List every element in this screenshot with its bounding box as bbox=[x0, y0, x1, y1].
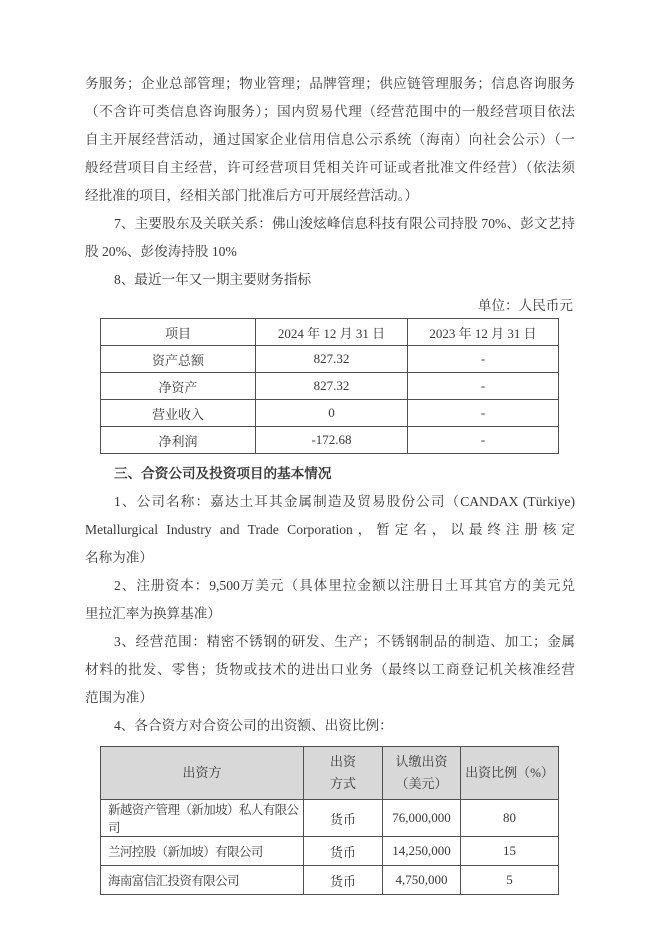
item-1-company-name bbox=[85, 488, 575, 572]
item-3-business-scope bbox=[85, 628, 575, 712]
financial-indicators-table bbox=[100, 318, 559, 454]
table-cell: 净利润 bbox=[101, 427, 256, 454]
item-4-contribution-title: 4、各合资方对合资公司的出资额、出资比例： bbox=[114, 718, 393, 733]
table-cell-investor: 海南富信汇投资有限公司 bbox=[101, 866, 304, 895]
header-text: 方式 bbox=[329, 776, 356, 791]
table-cell: -172.68 bbox=[256, 427, 408, 454]
table-cell: 营业收入 bbox=[101, 400, 256, 427]
text-line: 范围为准） bbox=[85, 690, 153, 705]
text-line: 股 20%、彭俊涛持股 10% bbox=[85, 244, 237, 259]
text-line: 般经营项目自主经营，许可经营项目凭相关许可证或者批准文件经营）（依法须 bbox=[85, 160, 575, 175]
header-text: 出资比例（%） bbox=[465, 765, 554, 780]
header-cell-item: 项目 bbox=[101, 319, 256, 346]
header-text: 出资方 bbox=[182, 765, 222, 780]
table-row bbox=[101, 427, 559, 454]
text-line: Metallurgical Industry and Trade Corporation，暂定名，以最终注册核定 bbox=[85, 522, 575, 537]
header-cell-amount bbox=[383, 747, 461, 800]
text-line: 7、主要股东及关联关系：佛山浚炫峰信息科技有限公司持股 70%、彭文艺持 bbox=[114, 216, 575, 231]
text-line: 自主开展经营活动，通过国家企业信用信息公示系统（海南）向社会公示）（一 bbox=[85, 132, 575, 147]
table-row bbox=[101, 800, 559, 837]
table-cell-ratio: 80 bbox=[461, 800, 559, 837]
header-text: 出资 bbox=[329, 754, 356, 769]
table-cell-ratio: 5 bbox=[461, 866, 559, 895]
table-row bbox=[101, 373, 559, 400]
table-cell-amount: 14,250,000 bbox=[383, 837, 461, 866]
table-header-row bbox=[101, 319, 559, 346]
header-cell-method bbox=[304, 747, 383, 800]
header-cell-ratio bbox=[461, 747, 559, 800]
table-cell-method: 货币 bbox=[304, 837, 383, 866]
table-cell-method: 货币 bbox=[304, 800, 383, 837]
table-row bbox=[101, 400, 559, 427]
item-8-financial-indicators-title: 8、最近一年又一期主要财务指标 bbox=[114, 272, 312, 287]
table-row bbox=[101, 346, 559, 373]
table-row bbox=[101, 837, 559, 866]
item-2-registered-capital bbox=[85, 572, 575, 628]
table-row bbox=[101, 866, 559, 895]
table-cell-amount: 76,000,000 bbox=[383, 800, 461, 837]
header-cell-2023: 2023 年 12 月 31 日 bbox=[408, 319, 559, 346]
table-cell-amount: 4,750,000 bbox=[383, 866, 461, 895]
table-cell: 0 bbox=[256, 400, 408, 427]
text-line: 3、经营范围：精密不锈钢的研发、生产；不锈钢制品的制造、加工；金属 bbox=[114, 634, 575, 649]
header-text: （美元） bbox=[395, 776, 448, 791]
table-cell-method: 货币 bbox=[304, 866, 383, 895]
investment-contribution-table bbox=[100, 746, 559, 895]
table-cell-investor: 兰河控股（新加坡）有限公司 bbox=[101, 837, 304, 866]
section-3-heading: 三、合资公司及投资项目的基本情况 bbox=[114, 466, 332, 481]
text-line: （不含许可类信息咨询服务）；国内贸易代理（经营范围中的一般经营项目依法 bbox=[85, 104, 575, 119]
header-text: 认缴出资 bbox=[395, 754, 448, 769]
text-line: 经批准的项目，经相关部门批准后方可开展经营活动。） bbox=[85, 188, 419, 203]
table-cell: - bbox=[408, 373, 559, 400]
business-scope-continuation-paragraph bbox=[85, 70, 575, 210]
text-line: 1、公司名称：嘉达土耳其金属制造及贸易股份公司（CANDAX (Türkiye) bbox=[114, 494, 575, 509]
text-line: 2、注册资本：9,500万美元（具体里拉金额以注册日土耳其官方的美元兑 bbox=[114, 578, 575, 593]
text-line: 务服务；企业总部管理；物业管理；品牌管理；供应链管理服务；信息咨询服务 bbox=[85, 76, 575, 91]
text-line: 名称为准） bbox=[85, 550, 153, 565]
item-7-shareholders bbox=[85, 210, 575, 266]
table-header-row bbox=[101, 747, 559, 800]
table-cell-investor: 新越资产管理（新加坡）私人有限公司 bbox=[101, 800, 304, 837]
table-cell-ratio: 15 bbox=[461, 837, 559, 866]
table-cell: - bbox=[408, 346, 559, 373]
header-cell-2024: 2024 年 12 月 31 日 bbox=[256, 319, 408, 346]
table-cell: 净资产 bbox=[101, 373, 256, 400]
table-cell: 827.32 bbox=[256, 346, 408, 373]
table-cell: - bbox=[408, 427, 559, 454]
table-cell: 827.32 bbox=[256, 373, 408, 400]
header-cell-investor bbox=[101, 747, 304, 800]
text-line: 材料的批发、零售；货物或技术的进出口业务（最终以工商登记机关核准经营 bbox=[85, 662, 575, 677]
text-line: 里拉汇率为换算基准） bbox=[85, 606, 221, 621]
unit-label: 单位：人民币元 bbox=[477, 298, 573, 313]
table-cell: 资产总额 bbox=[101, 346, 256, 373]
table-cell: - bbox=[408, 400, 559, 427]
